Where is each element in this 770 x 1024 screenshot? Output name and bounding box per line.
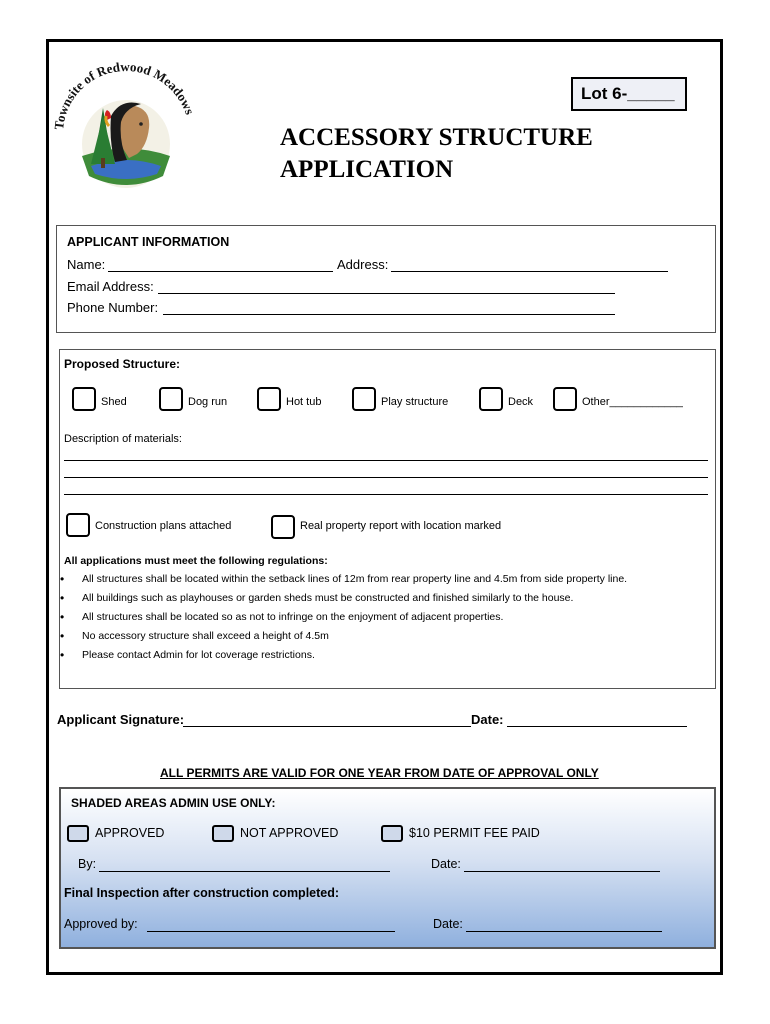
name-field[interactable] bbox=[108, 271, 333, 272]
townsite-logo bbox=[51, 46, 201, 196]
play-structure-label: Play structure bbox=[381, 396, 449, 408]
approved-by-field[interactable] bbox=[147, 931, 395, 932]
applicant-info-section bbox=[56, 225, 716, 333]
signature-date-label: Date: bbox=[471, 712, 504, 727]
inspection-heading: Final Inspection after construction completed: bbox=[64, 886, 340, 900]
fee-paid-label: $10 PERMIT FEE PAID bbox=[409, 826, 540, 840]
proposed-structure-heading: Proposed Structure: bbox=[64, 357, 181, 371]
name-label: Name: bbox=[67, 257, 106, 272]
address-label: Address: bbox=[337, 257, 389, 272]
admin-date-field[interactable] bbox=[464, 871, 660, 872]
phone-label: Phone Number: bbox=[67, 300, 159, 315]
hot-tub-label: Hot tub bbox=[286, 396, 322, 408]
materials-label: Description of materials: bbox=[64, 433, 182, 445]
phone-field[interactable] bbox=[163, 314, 615, 315]
materials-line-2[interactable] bbox=[64, 477, 708, 478]
shed-label: Shed bbox=[101, 396, 127, 408]
construction-plans-checkbox[interactable] bbox=[66, 513, 90, 537]
other-label[interactable]: Other____________ bbox=[582, 396, 683, 408]
dog-run-checkbox[interactable] bbox=[159, 387, 183, 411]
page-title: ACCESSORY STRUCTURE APPLICATION bbox=[280, 124, 593, 183]
email-label: Email Address: bbox=[67, 279, 154, 294]
fee-paid-checkbox[interactable] bbox=[381, 825, 403, 842]
not-approved-label: NOT APPROVED bbox=[240, 826, 339, 840]
hot-tub-checkbox[interactable] bbox=[257, 387, 281, 411]
permit-validity-notice: ALL PERMITS ARE VALID FOR ONE YEAR FROM DATE OF APPROVAL ONLY bbox=[160, 766, 599, 780]
admin-heading: SHADED AREAS ADMIN USE ONLY: bbox=[71, 796, 276, 810]
play-structure-checkbox[interactable] bbox=[352, 387, 376, 411]
regulation-item: • All structures shall be located so as not to infringe on the enjoyment of adjacent properties. bbox=[58, 608, 627, 627]
admin-section bbox=[59, 787, 716, 949]
regulations-list bbox=[58, 570, 627, 665]
regulations-heading: All applications must meet the following regulations: bbox=[64, 555, 328, 567]
regulation-item: • All buildings such as playhouses or garden sheds must be constructed and finished similarly to the house. bbox=[58, 589, 627, 608]
regulation-item: • No accessory structure shall exceed a height of 4.5m bbox=[58, 627, 627, 646]
email-field[interactable] bbox=[158, 293, 615, 294]
approved-by-label: Approved by: bbox=[64, 917, 138, 931]
approved-label: APPROVED bbox=[95, 826, 165, 840]
materials-line-3[interactable] bbox=[64, 494, 708, 495]
shed-checkbox[interactable] bbox=[72, 387, 96, 411]
inspection-date-label: Date: bbox=[433, 917, 463, 931]
proposed-structure-section bbox=[59, 349, 716, 689]
property-report-checkbox[interactable] bbox=[271, 515, 295, 539]
deck-label: Deck bbox=[508, 396, 534, 408]
inspection-date-field[interactable] bbox=[466, 931, 662, 932]
address-field[interactable] bbox=[391, 271, 668, 272]
application-form bbox=[46, 39, 723, 975]
dog-run-label: Dog run bbox=[188, 396, 228, 408]
signature-date-field[interactable] bbox=[507, 726, 687, 727]
by-field[interactable] bbox=[99, 871, 390, 872]
materials-line-1[interactable] bbox=[64, 460, 708, 461]
other-checkbox[interactable] bbox=[553, 387, 577, 411]
lot-number-field[interactable]: Lot 6-_____ bbox=[571, 77, 687, 111]
construction-plans-label: Construction plans attached bbox=[95, 520, 232, 532]
property-report-label: Real property report with location marked bbox=[300, 520, 502, 532]
deck-checkbox[interactable] bbox=[479, 387, 503, 411]
regulation-item: • Please contact Admin for lot coverage restrictions. bbox=[58, 646, 627, 665]
admin-date-label: Date: bbox=[431, 857, 461, 871]
signature-label: Applicant Signature: bbox=[57, 712, 185, 727]
not-approved-checkbox[interactable] bbox=[212, 825, 234, 842]
logo-text: Townsite of Redwood Meadows bbox=[51, 58, 198, 131]
regulation-item: • All structures shall be located within the setback lines of 12m from rear property line and 4.5m from side property line. bbox=[58, 570, 627, 589]
applicant-info-heading: APPLICANT INFORMATION bbox=[67, 235, 230, 249]
signature-field[interactable] bbox=[183, 726, 471, 727]
by-label: By: bbox=[78, 857, 97, 871]
approved-checkbox[interactable] bbox=[67, 825, 89, 842]
